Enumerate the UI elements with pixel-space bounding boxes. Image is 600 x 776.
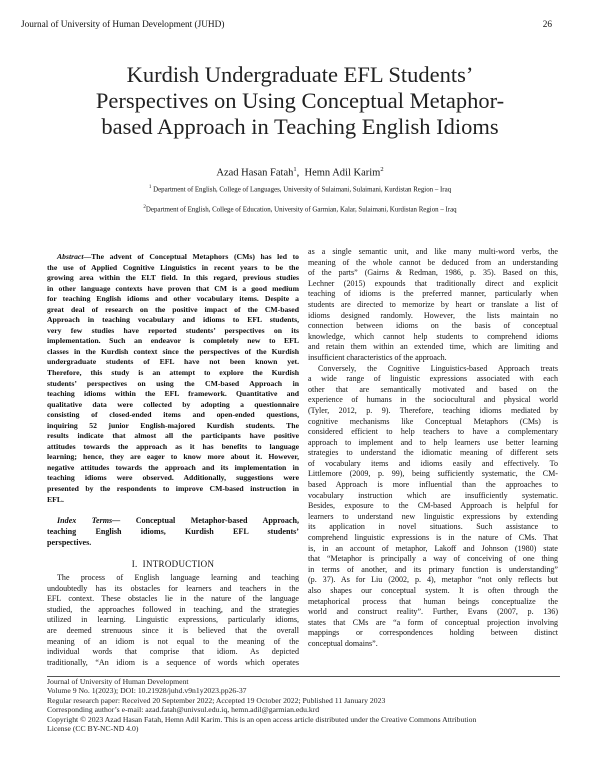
- affiliation-text: Department of English, College of Languages, University of Sulaimani, Sulaimani, Kurdistan Region – Iraq: [151, 186, 452, 194]
- text-line: Approach in teaching vocabulary and idioms to EFL students,: [47, 315, 299, 325]
- text-line: Besides, exposure to the CM-based Approach is helpful for: [308, 501, 558, 511]
- text-line: presented by the respondents to improve CM-based instruction in: [47, 484, 299, 494]
- text-line: other that are semantically motivated and based on the: [308, 384, 558, 394]
- footer-line: Journal of University of Human Development: [47, 677, 189, 686]
- text-line: strategies to understand the idiomatic meaning of different sets: [308, 448, 558, 458]
- text-line: conceptual domains”.: [308, 638, 378, 648]
- text-line: Littlemore (2009, p. 99), being sufficiently systematic, the CM-: [308, 469, 558, 479]
- text-line: great deal of research on the positive impact of the CM-based: [47, 304, 299, 314]
- text-line: is, in an account of metaphor, Lakoff and Johnson (1980) state: [308, 543, 558, 553]
- text-line: also shapes our conceptual system. It is often through the: [308, 586, 558, 595]
- author-name: Azad Hasan Fatah: [216, 167, 294, 179]
- footer-line: Copyright © 2023 Azad Hasan Fatah, Hemn Adil Karim. This is an open access article distributed under the Creative Commons Attribution: [47, 714, 477, 724]
- footer-line: Corresponding author’s e-mail: azad.fatah@univsul.edu.iq, hemn.adil@garmian.edu.krd: [47, 705, 320, 715]
- footer-line: Regular research paper: Received 20 September 2022; Accepted 19 October 2022; Published 11 January 2023: [47, 695, 386, 705]
- text-line: knowledge, which cannot help students to comprehend idioms: [308, 331, 558, 341]
- text-line: The process of English language learning and teaching: [57, 573, 299, 582]
- text-line: states that CMs are “a form of conceptual projection involving: [308, 617, 558, 627]
- text-line: EFL context. These obstacles lie in the nature of the language: [47, 594, 299, 604]
- text-line: results indicate that almost all the participants have positive: [47, 431, 299, 441]
- affiliation-marker: 1: [148, 185, 152, 190]
- text-line: Conversely, the Cognitive Linguistics-based Approach treats: [318, 363, 558, 373]
- text-line: world and construct reality”. Further, Evans (2007, p. 136): [308, 607, 558, 617]
- paper-title: [40, 62, 560, 140]
- text-line: the use of Applied Cognitive Linguistics in recent years to be the: [47, 262, 299, 272]
- text-line: cognitive mechanisms like Conceptual Metaphors (CMs) is: [308, 416, 558, 426]
- page-number: 26: [542, 20, 552, 30]
- text-line: undergraduate students of EFL have not been known yet.: [47, 357, 299, 367]
- text-line: experience of humans in the sociocultural and physical world: [308, 395, 558, 405]
- text-line: very few studies have reported students’ perspectives on its: [47, 325, 299, 335]
- text-line: are deemed strenuous since it is believed that the overall: [47, 625, 299, 635]
- footer-line: Volume 9 No. 1(2023); DOI: 10.21928/juhd.v9n1y2023.pp26-37: [47, 686, 247, 696]
- text-line: a wide range of linguistic expressions associated with each: [308, 374, 558, 384]
- text-line: meaning of the whole cannot be deduced from an understanding: [308, 257, 558, 267]
- text-line: inquiring 52 junior English-majored Kurdish students. The: [47, 420, 299, 430]
- text-line: insufficient characteristics of the approach.: [308, 352, 447, 362]
- title-line: based Approach in Teaching English Idioms: [101, 114, 499, 139]
- label: Abstract—: [57, 252, 92, 261]
- footer-line: License (CC BY-NC-ND 4.0): [47, 724, 139, 734]
- text-line: that “Metaphor is principally a way of conceiving of one thing: [308, 554, 558, 564]
- text-line: in other language contexts have proven that CM is a good medium: [47, 283, 299, 293]
- text-line: teaching English idioms, Kurdish EFL students’: [47, 526, 299, 536]
- author-list: [0, 166, 600, 179]
- text-line: teaching idioms within the EFL framework. Quantitative and: [47, 389, 299, 399]
- text-line: of the parts” (Gairns & Redman, 1986, p. 35). Based on this,: [308, 268, 558, 278]
- text-line: of vocabulary items and idioms easily and effectively. To: [308, 458, 558, 468]
- author-separator: ,: [296, 167, 305, 179]
- text-line: and retain them within an extended time, which are limiting and: [308, 342, 558, 352]
- text-line: consisting of closed-ended items and open-ended questions,: [47, 410, 299, 420]
- text-line: (Tyler, 2012, p. 9). Therefore, teaching idioms mediated by: [308, 405, 558, 415]
- text-line: as a single semantic unit, and like many multi-word verbs, the: [308, 247, 558, 256]
- text-line: learners to understand new linguistic expressions by extending: [308, 511, 558, 521]
- text-line: students’ perspectives on using the CM-based Approach in: [47, 378, 299, 388]
- text-line: Therefore, this study is an attempt to explore the Kurdish: [47, 368, 299, 378]
- footer: [47, 677, 476, 733]
- text-line: [47, 252, 299, 263]
- text-line: in terms of another, and its primary function is understanding”: [308, 564, 558, 574]
- text-line: based Approach is more influential than the approaches to: [308, 480, 558, 490]
- text-line: perspectives.: [47, 537, 92, 547]
- text-line-content: The advent of Conceptual Metaphors (CMs) has led to: [91, 252, 299, 261]
- text-line: students are directed to memorize by heart or translate a list of: [308, 299, 558, 309]
- affiliation-marker: 1: [293, 166, 297, 173]
- text-line: EFL.: [47, 494, 64, 504]
- text-line: for teaching English idioms and other vocabulary items. Despite a: [47, 294, 299, 304]
- introduction-text: [47, 573, 299, 668]
- text-line: (p. 37). As for Liu (2002, p. 4), metaphor “not only reflects but: [308, 575, 558, 585]
- text-line: its application in novel situations. Such assistance to: [308, 522, 558, 532]
- text-line: implementation. Such an endeavor is completely new to EFL: [47, 336, 299, 346]
- text-line: individual words that comprise that idiom. As depicted: [47, 647, 299, 657]
- section-heading: I. INTRODUCTION: [131, 559, 215, 569]
- title-line: Kurdish Undergraduate EFL Students’: [126, 62, 474, 87]
- text-line: teaching of idioms is the preferred manner, particularly when: [308, 289, 558, 299]
- text-line: meaning of an idiom is not equal to the meaning of the: [47, 636, 299, 646]
- author-name: Hemn Adil Karim: [304, 167, 381, 179]
- text-line: classes in the Kurdish context since the perspectives of the Kurdish: [47, 346, 299, 356]
- text-line: growing area within the ELT field. In this regard, previous studies: [47, 273, 299, 283]
- right-column-text: [308, 247, 558, 650]
- affiliation: [0, 205, 600, 213]
- index-terms: [47, 516, 299, 548]
- text-line: mappings or correspondences holding between distinct: [308, 628, 558, 638]
- text-line: connection between idioms on the basis of conceptual: [308, 321, 558, 331]
- text-line: attitudes towards the approach as it has benefits to language: [47, 441, 299, 451]
- running-header-journal: Journal of University of Human Development (JUHD): [21, 20, 225, 30]
- affiliation-marker: 2: [143, 205, 146, 210]
- text-line: metaphorical process that human beings conceptualize the: [308, 596, 558, 606]
- text-line-content: Conceptual Metaphor-based Approach,: [120, 516, 299, 525]
- affiliation-text: Department of English, College of Education, University of Garmian, Kalar, Sulaimani, Kurdistan Region – Iraq: [145, 206, 457, 214]
- text-line: vocabulary instruction which are insufficiently systematic.: [308, 490, 558, 500]
- text-line: traditionally, “An idiom is a sequence of words which operates: [47, 657, 299, 667]
- abstract: [47, 252, 299, 505]
- text-line: considered efficient to help teachers to have a complementary: [308, 427, 558, 437]
- label: Index Terms—: [57, 516, 121, 525]
- text-line: approach to implement and to help learners use better learning: [308, 437, 558, 447]
- title-line: Perspectives on Using Conceptual Metaphor-: [95, 88, 505, 113]
- affiliation: [0, 185, 600, 193]
- text-line: negative attitudes towards the approach and its implementation in: [47, 462, 299, 472]
- text-line: learning; hence, they are eager to know more about it. However,: [47, 452, 299, 462]
- text-line: utilized in learning. Linguistic expressions, particularly idioms,: [47, 615, 299, 625]
- text-line: [47, 516, 299, 527]
- text-line: Lechner (2015) expounds that traditionally direct and explicit: [308, 278, 558, 288]
- text-line: undoubtedly has its obstacles for learners and teachers in the: [47, 583, 299, 593]
- text-line: qualitative data were collected by adopting a questionnaire: [47, 399, 299, 409]
- text-line: idioms designed randomly. However, the lists maintain no: [308, 310, 558, 320]
- affiliation-marker: 2: [380, 166, 384, 173]
- text-line: comprehend linguistic expressions is in the nature of CMs. That: [308, 533, 558, 543]
- text-line: teaching idioms were observed. Additionally, suggestions were: [47, 473, 299, 483]
- text-line: studied, the approaches followed in teaching, and the strategies: [47, 604, 299, 614]
